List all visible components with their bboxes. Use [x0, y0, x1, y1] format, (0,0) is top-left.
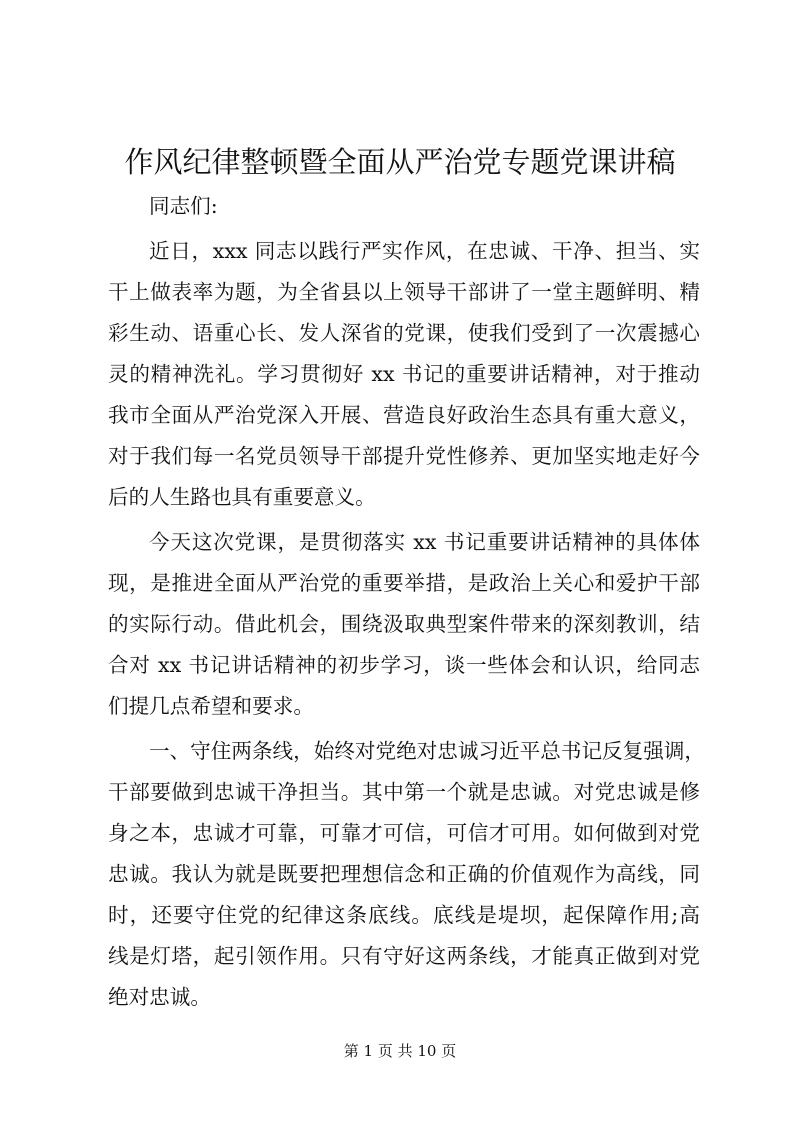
paragraph-line: 时，还要守住党的纪律这条底线。底线是堤坝，起保障作用;高 — [108, 903, 700, 927]
paragraph-line: 灵的精神洗礼。学习贯彻好 xx 书记的重要讲话精神，对于推动 — [108, 362, 700, 386]
page-number: 第 1 页 共 10 页 — [343, 1042, 457, 1060]
paragraph-line: 们提几点希望和要求。 — [108, 694, 314, 718]
paragraph-1 — [108, 231, 700, 518]
document-title: 作风纪律整顿暨全面从严治党专题党课讲稿 — [124, 145, 676, 179]
paragraph-line: 忠诚。我认为就是既要把理想信念和正确的价值观作为高线，同 — [108, 862, 700, 886]
paragraph-3 — [108, 731, 706, 1018]
paragraph-line: 彩生动、语重心长、发人深省的党课，使我们受到了一次震撼心 — [108, 321, 700, 345]
paragraph-line: 一、守住两条线，始终对党绝对忠诚习近平总书记反复强调， — [149, 739, 706, 763]
paragraph-line: 后的人生路也具有重要意义。 — [108, 485, 376, 509]
paragraph-line: 近日，xxx 同志以践行严实作风，在忠诚、干净、担当、实 — [149, 239, 700, 263]
paragraph-2 — [108, 522, 700, 727]
paragraph-line: 我市全面从严治党深入开展、营造良好政治生态具有重大意义， — [108, 403, 700, 427]
paragraph-line: 绝对忠诚。 — [108, 985, 211, 1009]
paragraph-line: 干上做表率为题，为全省县以上领导干部讲了一堂主题鲜明、精 — [108, 280, 700, 304]
greeting-line: 同志们: — [149, 194, 218, 218]
paragraph-line: 线是灯塔，起引领作用。只有守好这两条线，才能真正做到对党 — [108, 944, 700, 968]
greeting — [108, 186, 700, 227]
paragraph-line: 干部要做到忠诚干净担当。其中第一个就是忠诚。对党忠诚是修 — [108, 780, 700, 804]
paragraph-line: 身之本，忠诚才可靠，可靠才可信，可信才可用。如何做到对党 — [108, 821, 700, 845]
paragraph-line: 现，是推进全面从严治党的重要举措，是政治上关心和爱护干部 — [108, 571, 700, 595]
paragraph-line: 的实际行动。借此机会，围绕汲取典型案件带来的深刻教训，结 — [108, 612, 700, 636]
document-body — [108, 186, 706, 1022]
paragraph-line: 对于我们每一名党员领导干部提升党性修养、更加坚实地走好今 — [108, 444, 700, 468]
paragraph-line: 今天这次党课，是贯彻落实 xx 书记重要讲话精神的具体体 — [149, 530, 700, 554]
paragraph-line: 合对 xx 书记讲话精神的初步学习，谈一些体会和认识，给同志 — [108, 653, 700, 677]
